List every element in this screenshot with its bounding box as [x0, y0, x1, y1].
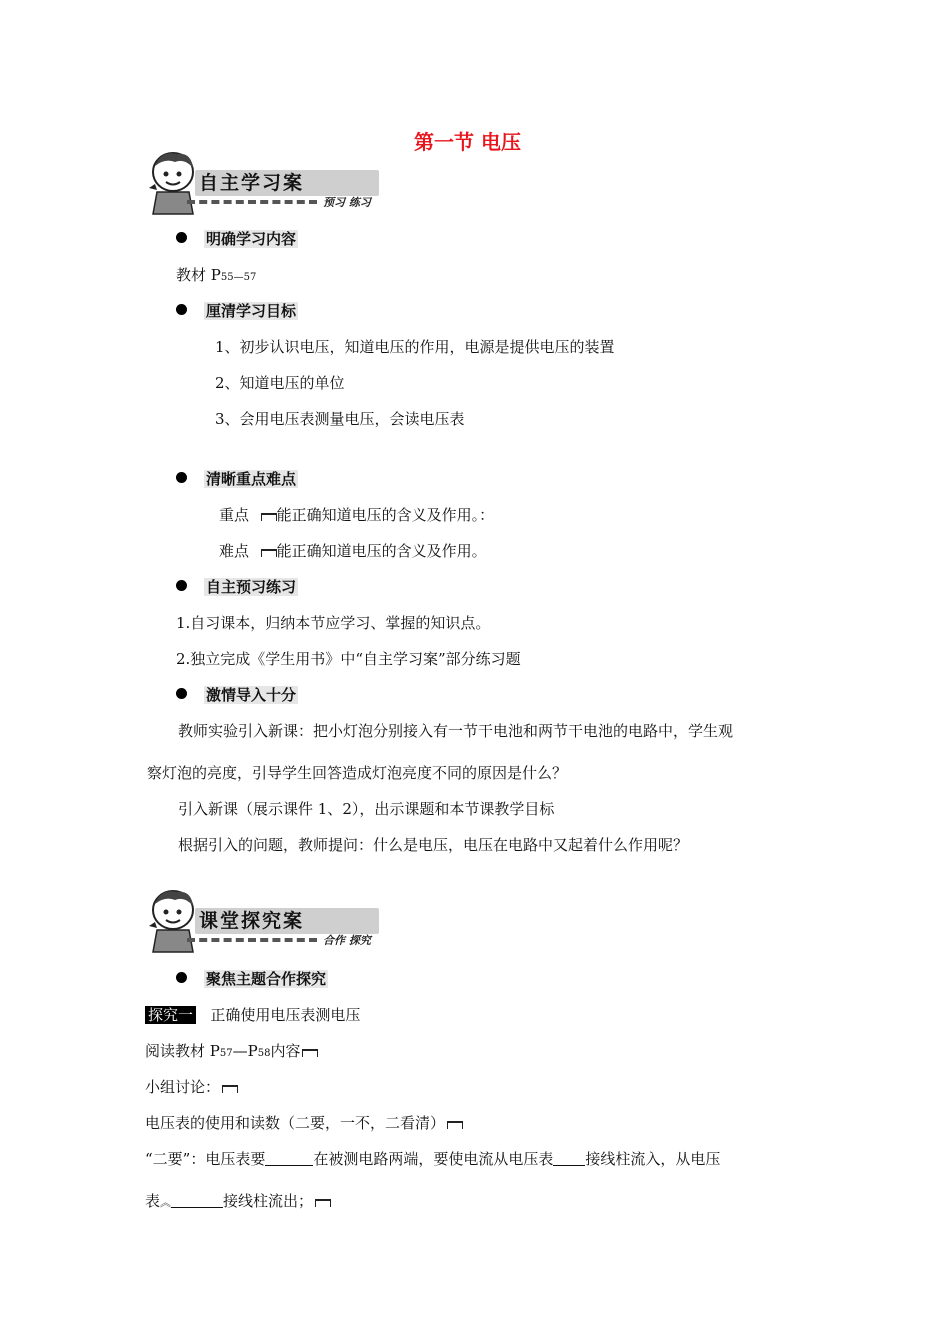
goal-item: 2、知道电压的单位	[215, 374, 345, 392]
mark-icon	[261, 549, 277, 557]
goal-item: 1、初步认识电压，知道电压的作用，电源是提供电压的装置	[215, 338, 615, 356]
intro-paragraph: 教师实验引入新课：把小灯泡分别接入有一节干电池和两节干电池的电路中，学生观	[178, 722, 734, 740]
explore-heading: 探究一 正确使用电压表测电压	[145, 1004, 360, 1025]
intro-paragraph-cont: 察灯泡的亮度，引导学生回答造成灯泡亮度不同的原因是什么？	[147, 764, 568, 782]
banner-dash-line	[187, 938, 317, 942]
mark-icon	[447, 1121, 463, 1129]
mark-icon	[302, 1049, 318, 1057]
bullet-icon	[176, 580, 187, 591]
textbook-pages: 教材 P55—57	[176, 266, 257, 284]
section-heading-goals: 厘清学习目标	[176, 300, 298, 321]
preview-item: 1.自习课本，归纳本节应学习、掌握的知识点。	[176, 614, 491, 632]
intro-paragraph: 引入新课（展示课件 1、2），出示课题和本节课教学目标	[178, 800, 555, 818]
bullet-icon	[176, 304, 187, 315]
self-study-banner	[147, 150, 397, 220]
bullet-icon	[176, 472, 187, 483]
key-point: 重点 能正确知道电压的含义及作用。：	[219, 506, 495, 524]
explore-tag: 探究一	[145, 1006, 196, 1024]
goal-item: 3、会用电压表测量电压，会读电压表	[215, 410, 465, 428]
mark-icon	[315, 1199, 331, 1207]
preview-item: 2.独立完成《学生用书》中“自主学习案”部分练习题	[176, 650, 521, 668]
section-heading-keypoints: 清晰重点难点	[176, 468, 298, 489]
banner-dash-line	[187, 200, 317, 204]
reading-assignment: 阅读教材 P57—P58内容	[145, 1040, 318, 1061]
group-discussion: 小组讨论：	[145, 1076, 238, 1097]
section-heading-explore: 聚焦主题合作探究	[176, 968, 328, 989]
fill-blank-line: “二要”：电压表要 在被测电路两端，要使电流从电压表 接线柱流入，从电压	[145, 1150, 721, 1168]
mark-icon	[261, 513, 277, 521]
section-heading-intro: 激情导入十分	[176, 684, 298, 705]
intro-paragraph: 根据引入的问题，教师提问：什么是电压，电压在电路中又起着什么作用呢？	[178, 836, 689, 854]
banner-title: 自主学习案	[195, 170, 379, 196]
bullet-icon	[176, 688, 187, 699]
banner-title: 课堂探究案	[195, 908, 379, 934]
bullet-icon	[176, 972, 187, 983]
page-title: 第一节 电压	[414, 130, 521, 154]
section-heading-preview: 自主预习练习	[176, 576, 298, 597]
caret-icon: ︽	[160, 1196, 172, 1209]
mark-icon	[222, 1085, 238, 1093]
blank-field[interactable]	[171, 1193, 223, 1208]
banner-subtitle: 预习 练习	[323, 196, 371, 209]
bullet-icon	[176, 232, 187, 243]
classroom-explore-banner	[147, 888, 397, 958]
section-heading-content: 明确学习内容	[176, 228, 298, 249]
banner-subtitle: 合作 探究	[323, 934, 371, 947]
difficult-point: 难点 能正确知道电压的含义及作用。	[219, 542, 487, 560]
voltmeter-usage: 电压表的使用和读数（二要，一不，二看清）	[145, 1112, 463, 1133]
fill-blank-line: 表︽ 接线柱流出；	[145, 1190, 331, 1211]
blank-field[interactable]	[265, 1151, 313, 1166]
blank-field[interactable]	[553, 1151, 585, 1166]
